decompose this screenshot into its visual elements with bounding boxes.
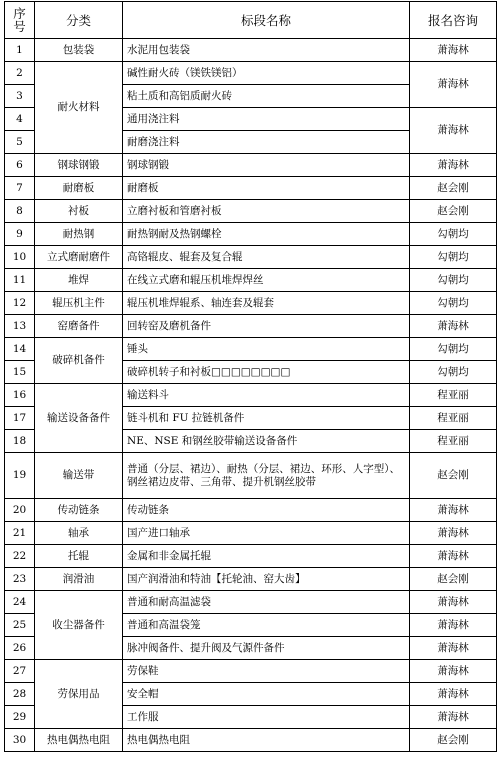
- header-contact: 报名咨询: [410, 2, 497, 39]
- table-row: [5, 292, 497, 315]
- row-number: 16: [5, 384, 35, 407]
- header-section-name: 标段名称: [123, 2, 410, 39]
- category-cell: 立式磨耐磨件: [35, 246, 123, 269]
- table-row: [5, 338, 497, 361]
- category-cell: 托辊: [35, 545, 123, 568]
- row-number: 24: [5, 591, 35, 614]
- row-number: 10: [5, 246, 35, 269]
- contact-cell: 萧海林: [410, 39, 497, 62]
- section-name-cell: 链斗机和 FU 拉链机备件: [123, 407, 410, 430]
- row-number: 14: [5, 338, 35, 361]
- row-number: 6: [5, 154, 35, 177]
- row-number: 9: [5, 223, 35, 246]
- contact-cell: 萧海林: [410, 545, 497, 568]
- contact-cell: 勾朝均: [410, 269, 497, 292]
- table-row: [5, 522, 497, 545]
- row-number: 25: [5, 614, 35, 637]
- contact-cell: 程亚丽: [410, 384, 497, 407]
- category-cell: 收尘器备件: [35, 591, 123, 660]
- contact-cell: 勾朝均: [410, 292, 497, 315]
- category-cell: 破碎机备件: [35, 338, 123, 384]
- table-row: [5, 62, 497, 85]
- table-header-row: [5, 2, 497, 39]
- table-row: [5, 246, 497, 269]
- category-cell: 窑磨备件: [35, 315, 123, 338]
- contact-cell: 赵会刚: [410, 177, 497, 200]
- category-cell: 输送设备备件: [35, 384, 123, 453]
- section-name-cell: 脉冲阀备件、提升阀及气源件备件: [123, 637, 410, 660]
- category-cell: 耐磨板: [35, 177, 123, 200]
- section-name-cell: 水泥用包装袋: [123, 39, 410, 62]
- section-name-cell: 安全帽: [123, 683, 410, 706]
- section-name-cell: 耐磨浇注料: [123, 131, 410, 154]
- section-name-cell: 高铬辊皮、辊套及复合辊: [123, 246, 410, 269]
- row-number: 13: [5, 315, 35, 338]
- section-name-cell: 国产进口轴承: [123, 522, 410, 545]
- contact-cell: 程亚丽: [410, 407, 497, 430]
- contact-cell: 萧海林: [410, 315, 497, 338]
- section-name-cell: 劳保鞋: [123, 660, 410, 683]
- row-number: 1: [5, 39, 35, 62]
- contact-cell: 萧海林: [410, 499, 497, 522]
- table-row: [5, 591, 497, 614]
- row-number: 22: [5, 545, 35, 568]
- row-number: 17: [5, 407, 35, 430]
- row-number: 12: [5, 292, 35, 315]
- contact-cell: 勾朝均: [410, 246, 497, 269]
- section-name-cell: 耐热钢耐及热钢螺栓: [123, 223, 410, 246]
- section-name-cell: 立磨衬板和管磨衬板: [123, 200, 410, 223]
- category-cell: 耐火材料: [35, 62, 123, 154]
- section-name-cell: 金属和非金属托辊: [123, 545, 410, 568]
- contact-cell: 萧海林: [410, 614, 497, 637]
- table-row: [5, 39, 497, 62]
- category-cell: 劳保用品: [35, 660, 123, 729]
- category-cell: 堆焊: [35, 269, 123, 292]
- category-cell: 辊压机主件: [35, 292, 123, 315]
- contact-cell: 萧海林: [410, 108, 497, 154]
- row-number: 21: [5, 522, 35, 545]
- section-name-cell: 普通和耐高温滤袋: [123, 591, 410, 614]
- contact-cell: 赵会刚: [410, 200, 497, 223]
- section-name-cell: 钢球钢锻: [123, 154, 410, 177]
- row-number: 30: [5, 729, 35, 752]
- row-number: 15: [5, 361, 35, 384]
- row-number: 5: [5, 131, 35, 154]
- category-cell: 衬板: [35, 200, 123, 223]
- category-cell: 润滑油: [35, 568, 123, 591]
- section-name-cell: 破碎机转子和衬板□□□□□□□□: [123, 361, 410, 384]
- row-number: 20: [5, 499, 35, 522]
- section-name-cell: 热电偶热电阻: [123, 729, 410, 752]
- contact-cell: 赵会刚: [410, 568, 497, 591]
- contact-cell: 萧海林: [410, 591, 497, 614]
- contact-cell: 萧海林: [410, 660, 497, 683]
- section-name-cell: 在线立式磨和辊压机堆焊焊丝: [123, 269, 410, 292]
- contact-cell: 赵会刚: [410, 453, 497, 499]
- contact-cell: 程亚丽: [410, 430, 497, 453]
- contact-cell: 勾朝均: [410, 361, 497, 384]
- row-number: 18: [5, 430, 35, 453]
- table-row: [5, 499, 497, 522]
- contact-cell: 赵会刚: [410, 729, 497, 752]
- row-number: 19: [5, 453, 35, 499]
- section-name-cell: NE、NSE 和钢丝胶带输送设备备件: [123, 430, 410, 453]
- bid-section-table: [4, 1, 497, 752]
- category-cell: 包装袋: [35, 39, 123, 62]
- contact-cell: 萧海林: [410, 522, 497, 545]
- row-number: 28: [5, 683, 35, 706]
- row-number: 8: [5, 200, 35, 223]
- section-name-cell: 通用浇注料: [123, 108, 410, 131]
- row-number: 7: [5, 177, 35, 200]
- table-row: [5, 223, 497, 246]
- table-row: [5, 453, 497, 499]
- contact-cell: 勾朝均: [410, 223, 497, 246]
- table-row: [5, 269, 497, 292]
- section-name-cell: 碱性耐火砖（镁铁镁铝）: [123, 62, 410, 85]
- section-name-cell: 国产润滑油和特油【托轮油、窑大齿】: [123, 568, 410, 591]
- table-row: [5, 154, 497, 177]
- section-name-cell: 辊压机堆焊辊系、轴连套及辊套: [123, 292, 410, 315]
- table-row: [5, 200, 497, 223]
- row-number: 2: [5, 62, 35, 85]
- section-name-cell: 普通和高温袋笼: [123, 614, 410, 637]
- section-name-cell: 回转窑及磨机备件: [123, 315, 410, 338]
- contact-cell: 勾朝均: [410, 338, 497, 361]
- category-cell: 钢球钢锻: [35, 154, 123, 177]
- row-number: 4: [5, 108, 35, 131]
- category-cell: 传动链条: [35, 499, 123, 522]
- category-cell: 轴承: [35, 522, 123, 545]
- contact-cell: 萧海林: [410, 637, 497, 660]
- contact-cell: 萧海林: [410, 62, 497, 108]
- section-name-cell: 输送料斗: [123, 384, 410, 407]
- contact-cell: 萧海林: [410, 154, 497, 177]
- section-name-cell: 锤头: [123, 338, 410, 361]
- row-number: 3: [5, 85, 35, 108]
- section-name-cell: 传动链条: [123, 499, 410, 522]
- section-name-cell: 粘土质和高铝质耐火砖: [123, 85, 410, 108]
- row-number: 27: [5, 660, 35, 683]
- contact-cell: 萧海林: [410, 683, 497, 706]
- category-cell: 输送带: [35, 453, 123, 499]
- header-index: 序 号: [5, 2, 35, 39]
- header-category: 分类: [35, 2, 123, 39]
- table-row: [5, 177, 497, 200]
- category-cell: 热电偶热电阻: [35, 729, 123, 752]
- section-name-cell: 工作服: [123, 706, 410, 729]
- section-name-cell: 耐磨板: [123, 177, 410, 200]
- table-row: [5, 315, 497, 338]
- table-row: [5, 660, 497, 683]
- table-row: [5, 568, 497, 591]
- table-row: [5, 384, 497, 407]
- row-number: 29: [5, 706, 35, 729]
- row-number: 11: [5, 269, 35, 292]
- table-row: [5, 545, 497, 568]
- section-name-cell: 普通（分层、裙边）、耐热（分层、裙边、环形、人字型）、钢丝裙边皮带、三角带、提升机钢丝胶带: [123, 453, 410, 499]
- row-number: 26: [5, 637, 35, 660]
- category-cell: 耐热钢: [35, 223, 123, 246]
- contact-cell: 萧海林: [410, 706, 497, 729]
- table-row: [5, 729, 497, 752]
- row-number: 23: [5, 568, 35, 591]
